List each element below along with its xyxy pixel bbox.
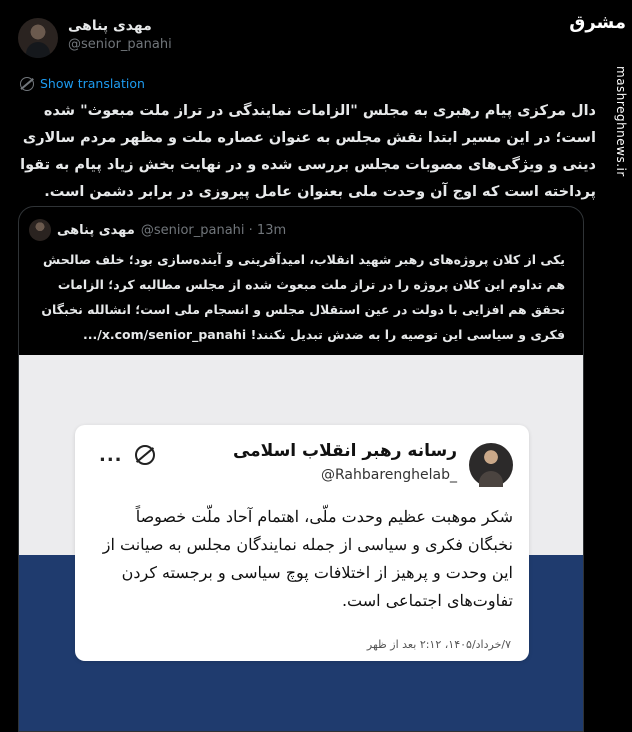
embedded-post-card xyxy=(75,425,529,661)
card-author-name: رسانه رهبر انقلاب اسلامی xyxy=(232,441,457,461)
quoted-tweet-header xyxy=(29,219,286,241)
quoted-author-name: مهدی پناهی xyxy=(57,222,135,238)
card-date: ۷/خرداد/۱۴۰۵، ۲:۱۲ بعد از ظهر xyxy=(366,638,511,651)
quoted-tweet-text: یکی از کلان پروژه‌های رهبر شهید انقلاب، امیدآفرینی و آینده‌سازی بود؛ خلف صالحش هم تداوم این کلان پروژه را در تراز ملت مبعوث شده از مجلس مطالبه کرد؛ الزامات تحقق هم افزایی با دولت در عین استقلال مجلس و انسجام ملی است؛ انشالله نخبگان فکری و سیاسی این توصیه را به ضدش تبدیل نکنند! x.com/senior_panahi/... xyxy=(41,252,565,342)
quoted-tweet[interactable] xyxy=(18,206,584,732)
card-avatar xyxy=(469,443,513,487)
watermark-logo: مشرق xyxy=(569,12,626,33)
quoted-author-handle: @senior_panahi · 13m xyxy=(140,222,287,238)
x-logo-icon xyxy=(135,445,155,465)
tweet-text: دال مرکزی پیام رهبری به مجلس "الزامات نمایندگی در تراز ملت مبعوث" شده است؛ در این مسیر ابتدا نقش مجلس به عنوان عصاره ملت و مظهر مردم سالاری دینی و ویژگی‌های مصوبات مجلس بررسی شده و در نهایت بخش زیاد پیام به تقوا پرداخته است که اوج آن وحدت ملی بعنوان عامل پیروزی در برابر دشمن است. xyxy=(20,103,596,200)
author-avatar[interactable] xyxy=(18,18,58,58)
author-handle[interactable]: @senior_panahi xyxy=(68,37,172,52)
author-name[interactable]: مهدی پناهی xyxy=(68,18,152,34)
quoted-author-avatar xyxy=(29,219,51,241)
translate-icon xyxy=(20,77,34,91)
author-info xyxy=(68,18,172,52)
show-translation-label[interactable]: Show translation xyxy=(40,76,145,91)
card-body-text: شکر موهبت عظیم وحدت ملّی، اهتمام آحاد ملّت خصوصاً نخبگان فکری و سیاسی از جمله نمایندگان مجلس به صیانت از این وحدت و پرهیز از اختلافات پوچ سیاسی و برجسته کردن تفاوت‌های اجتماعی است. xyxy=(102,507,513,610)
quoted-tweet-image[interactable] xyxy=(19,355,584,732)
watermark xyxy=(569,0,632,732)
watermark-url: mashreghnews.ir xyxy=(614,66,628,177)
more-options-icon: ... xyxy=(99,445,123,466)
card-author-handle: @Rahbarenghelab_ xyxy=(320,467,457,483)
show-translation-link[interactable] xyxy=(20,76,145,91)
